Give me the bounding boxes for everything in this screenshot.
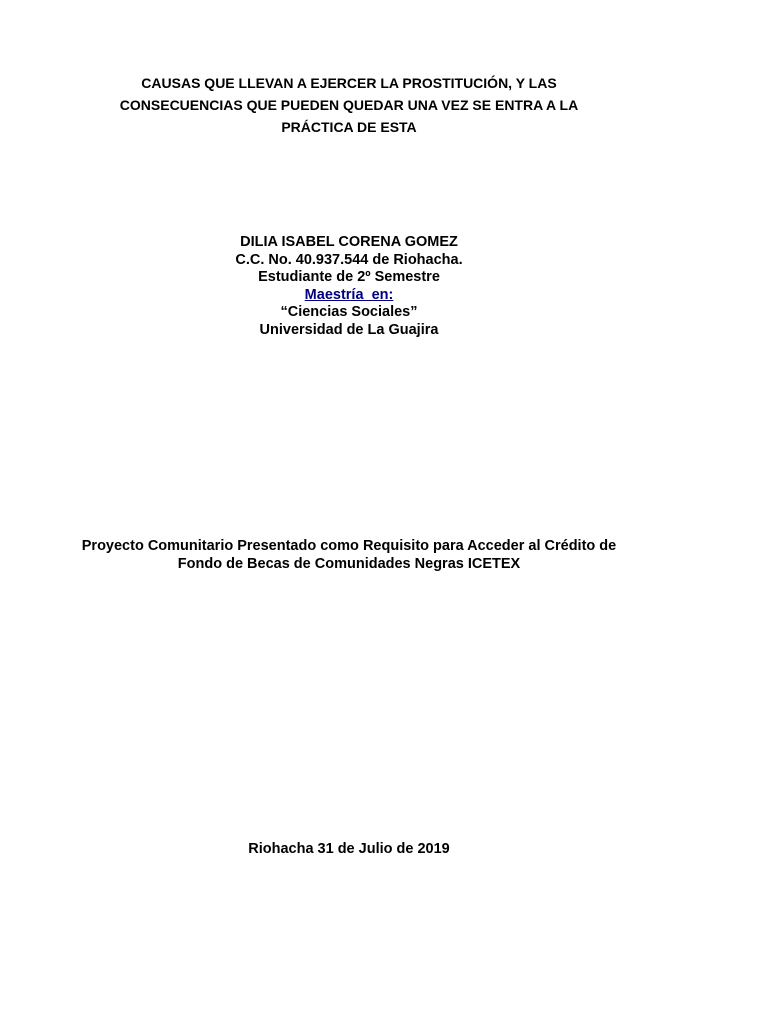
- author-block: [149, 234, 549, 340]
- document-title: [60, 72, 638, 138]
- title-line-3: PRÁCTICA DE ESTA: [281, 119, 417, 135]
- author-id: C.C. No. 40.937.544 de Riohacha.: [235, 251, 463, 268]
- university-name: Universidad de La Guajira: [259, 321, 439, 338]
- title-line-2: CONSECUENCIAS QUE PUEDEN QUEDAR UNA VEZ SE ENTRA A LA: [119, 97, 579, 113]
- author-semester: Estudiante de 2º Semestre: [258, 269, 440, 286]
- title-line-1: CAUSAS QUE LLEVAN A EJERCER LA PROSTITUCIÓN, Y LAS: [141, 75, 557, 91]
- project-line-1: Proyecto Comunitario Presentado como Requisito para Acceder al Crédito de: [81, 538, 617, 554]
- program-link[interactable]: Maestría en:: [304, 286, 394, 303]
- project-statement: [40, 538, 658, 573]
- project-line-2: Fondo de Becas de Comunidades Negras ICETEX: [177, 555, 521, 572]
- author-name: DILIA ISABEL CORENA GOMEZ: [240, 234, 458, 250]
- document-date: Riohacha 31 de Julio de 2019: [248, 841, 450, 857]
- program-name: “Ciencias Sociales”: [280, 304, 418, 321]
